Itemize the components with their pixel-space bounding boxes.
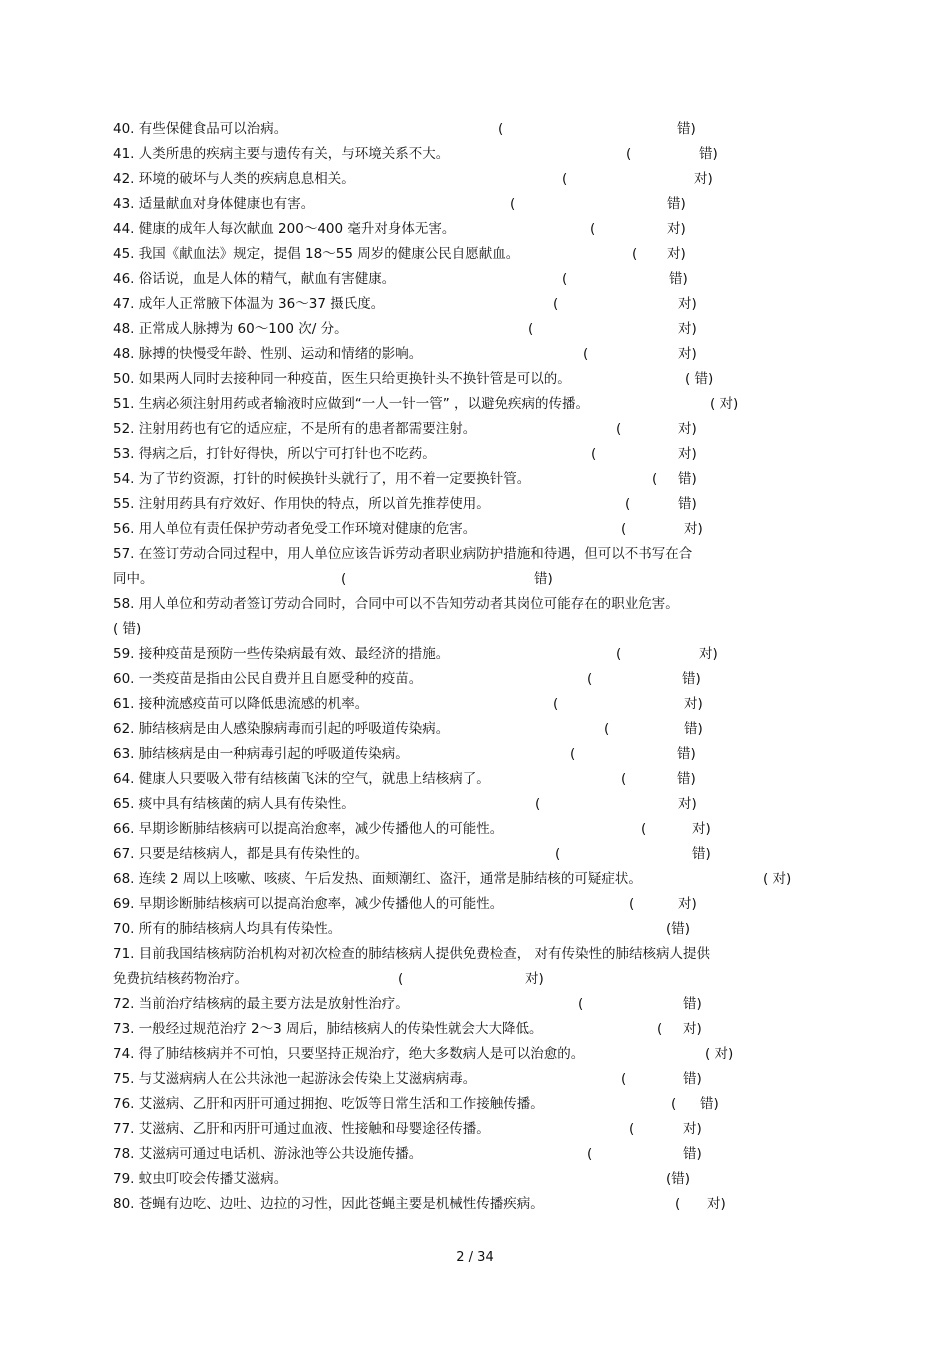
answer-mark: ( 对): [763, 871, 792, 887]
answer-mark: 对): [678, 321, 697, 337]
question-text: 44. 健康的成年人每次献血 200～400 毫升对身体无害。: [113, 221, 456, 237]
question-text: 80. 苍蝇有边吃、边吐、边拉的习性，因此苍蝇主要是机械性传播疾病。: [113, 1196, 544, 1212]
answer-mark: 错): [682, 671, 701, 687]
question-text: 52. 注射用药也有它的适应症，不是所有的患者都需要注射。: [113, 421, 477, 437]
question-text: 58. 用人单位和劳动者签订劳动合同时，合同中可以不告知劳动者其岗位可能存在的职业危害。: [113, 596, 679, 612]
answer-open-paren: (: [587, 1146, 593, 1162]
question-text: 70. 所有的肺结核病人均具有传染性。: [113, 921, 342, 937]
answer-open-paren: (: [616, 646, 622, 662]
question-text: 50. 如果两人同时去接种同一种疫苗，医生只给更换针头不换针管是可以的。: [113, 371, 571, 387]
question-text: 48. 正常成人脉搏为 60～100 次/ 分。: [113, 321, 348, 337]
answer-mark: 对): [667, 246, 686, 262]
answer-open-paren: (: [583, 346, 589, 362]
answer-mark: 对): [678, 896, 697, 912]
answer-open-paren: (: [671, 1096, 677, 1112]
answer-mark: 对): [699, 646, 718, 662]
answer-open-paren: (: [604, 721, 610, 737]
question-text: 62. 肺结核病是由人感染腺病毒而引起的呼吸道传染病。: [113, 721, 450, 737]
answer-mark: 错): [677, 746, 696, 762]
question-text: 53. 得病之后，打针好得快，所以宁可打针也不吃药。: [113, 446, 436, 462]
question-text: 69. 早期诊断肺结核病可以提高治愈率，减少传播他人的可能性。: [113, 896, 504, 912]
question-text: 76. 艾滋病、乙肝和丙肝可通过拥抱、吃饭等日常生活和工作接触传播。: [113, 1096, 544, 1112]
answer-mark: 对): [667, 221, 686, 237]
answer-mark: 错): [534, 571, 553, 587]
answer-open-paren: (: [553, 296, 559, 312]
answer-open-paren: (: [632, 246, 638, 262]
question-text: 55. 注射用药具有疗效好、作用快的特点，所以首先推荐使用。: [113, 496, 490, 512]
question-text: 64. 健康人只要吸入带有结核菌飞沫的空气，就患上结核病了。: [113, 771, 490, 787]
answer-mark: 错): [677, 121, 696, 137]
answer-open-paren: (: [553, 696, 559, 712]
answer-open-paren: (: [510, 196, 516, 212]
question-text: 47. 成年人正常腋下体温为 36～37 摄氏度。: [113, 296, 385, 312]
page-number: 2 / 34: [456, 1250, 494, 1265]
answer-open-paren: (: [535, 796, 541, 812]
answer-mark: 错): [683, 996, 702, 1012]
question-text: 51. 生病必须注射用药或者输液时应做到“一人一针一管” ，以避免疾病的传播。: [113, 396, 590, 412]
answer-mark: 对): [678, 296, 697, 312]
answer-open-paren: (: [621, 1071, 627, 1087]
answer-mark: (错): [666, 921, 691, 937]
answer-mark: 错): [683, 1071, 702, 1087]
question-text: 40. 有些保健食品可以治病。: [113, 121, 288, 137]
answer-mark: 对): [683, 1021, 702, 1037]
answer-mark: ( 错): [685, 371, 714, 387]
question-text: 41. 人类所患的疾病主要与遗传有关，与环境关系不大。: [113, 146, 450, 162]
question-text: 45. 我国《献血法》规定，提倡 18～55 周岁的健康公民自愿献血。: [113, 246, 520, 262]
answer-open-paren: (: [616, 421, 622, 437]
answer-open-paren: (: [341, 571, 347, 587]
answer-mark: 错): [683, 1146, 702, 1162]
answer-mark: 对): [678, 346, 697, 362]
answer-mark: 对): [707, 1196, 726, 1212]
question-text: 72. 当前治疗结核病的最主要方法是放射性治疗。: [113, 996, 409, 1012]
answer-open-paren: (: [629, 896, 635, 912]
answer-open-paren: (: [626, 146, 632, 162]
question-text: 67. 只要是结核病人，都是具有传染性的。: [113, 846, 369, 862]
answer-open-paren: (: [625, 496, 631, 512]
answer-open-paren: (: [562, 171, 568, 187]
answer-open-paren: (: [498, 121, 504, 137]
answer-mark: 对): [692, 821, 711, 837]
answer-mark: 错): [677, 771, 696, 787]
question-text: 63. 肺结核病是由一种病毒引起的呼吸道传染病。: [113, 746, 409, 762]
answer-mark: 对): [694, 171, 713, 187]
answer-open-paren: (: [641, 821, 647, 837]
answer-mark: 错): [699, 146, 718, 162]
answer-open-paren: (: [629, 1121, 635, 1137]
answer-open-paren: (: [621, 771, 627, 787]
answer-open-paren: (: [652, 471, 658, 487]
answer-mark: 对): [684, 521, 703, 537]
answer-mark: 对): [684, 696, 703, 712]
question-text: 66. 早期诊断肺结核病可以提高治愈率，减少传播他人的可能性。: [113, 821, 504, 837]
question-text: 同中。: [113, 571, 154, 587]
question-text: 73. 一般经过规范治疗 2～3 周后，肺结核病人的传染性就会大大降低。: [113, 1021, 543, 1037]
question-text: 77. 艾滋病、乙肝和丙肝可通过血液、性接触和母婴途径传播。: [113, 1121, 490, 1137]
answer-mark: 对): [678, 446, 697, 462]
question-text: 61. 接种流感疫苗可以降低患流感的机率。: [113, 696, 369, 712]
answer-open-paren: (: [570, 746, 576, 762]
question-text: 免费抗结核药物治疗。: [113, 971, 248, 987]
question-text: 79. 蚊虫叮咬会传播艾滋病。: [113, 1171, 288, 1187]
question-text: 78. 艾滋病可通过电话机、游泳池等公共设施传播。: [113, 1146, 423, 1162]
answer-open-paren: (: [562, 271, 568, 287]
answer-mark: 错): [678, 471, 697, 487]
question-text: 43. 适量献血对身体健康也有害。: [113, 196, 315, 212]
answer-mark: 对): [683, 1121, 702, 1137]
answer-mark: 对): [525, 971, 544, 987]
question-text: 42. 环境的破坏与人类的疾病息息相关。: [113, 171, 355, 187]
answer-mark: ( 对): [710, 396, 739, 412]
answer-mark: 错): [692, 846, 711, 862]
question-text: 65. 痰中具有结核菌的病人具有传染性。: [113, 796, 355, 812]
answer-mark: 对): [678, 796, 697, 812]
answer-open-paren: (: [578, 996, 584, 1012]
question-text: 59. 接种疫苗是预防一些传染病最有效、最经济的措施。: [113, 646, 450, 662]
answer-open-paren: (: [590, 221, 596, 237]
question-text: 75. 与艾滋病病人在公共泳池一起游泳会传染上艾滋病病毒。: [113, 1071, 477, 1087]
answer-mark: 错): [700, 1096, 719, 1112]
answer-open-paren: (: [591, 446, 597, 462]
answer-mark: 错): [678, 496, 697, 512]
answer-mark: 错): [667, 196, 686, 212]
answer-open-paren: (: [555, 846, 561, 862]
question-text: ( 错): [113, 621, 142, 637]
answer-mark: 对): [678, 421, 697, 437]
answer-open-paren: (: [528, 321, 534, 337]
answer-open-paren: (: [621, 521, 627, 537]
question-text: 57. 在签订劳动合同过程中，用人单位应该告诉劳动者职业病防护措施和待遇，但可以不书写在合: [113, 546, 693, 562]
answer-mark: (错): [666, 1171, 691, 1187]
question-text: 54. 为了节约资源，打针的时候换针头就行了，用不着一定要换针管。: [113, 471, 531, 487]
answer-mark: 错): [684, 721, 703, 737]
answer-mark: 错): [669, 271, 688, 287]
answer-open-paren: (: [675, 1196, 681, 1212]
answer-open-paren: (: [657, 1021, 663, 1037]
question-text: 68. 连续 2 周以上咳嗽、咳痰、午后发热、面颊潮红、盗汗，通常是肺结核的可疑症状。: [113, 871, 642, 887]
question-text: 71. 目前我国结核病防治机构对初次检查的肺结核病人提供免费检查， 对有传染性的肺结核病人提供: [113, 946, 711, 962]
question-text: 60. 一类疫苗是指由公民自费并且自愿受种的疫苗。: [113, 671, 423, 687]
answer-open-paren: (: [398, 971, 404, 987]
question-text: 56. 用人单位有责任保护劳动者免受工作环境对健康的危害。: [113, 521, 477, 537]
answer-open-paren: (: [587, 671, 593, 687]
question-text: 74. 得了肺结核病并不可怕，只要坚持正规治疗，绝大多数病人是可以治愈的。: [113, 1046, 585, 1062]
question-text: 48. 脉搏的快慢受年龄、性别、运动和情绪的影响。: [113, 346, 423, 362]
answer-mark: ( 对): [705, 1046, 734, 1062]
question-text: 46. 俗话说，血是人体的精气，献血有害健康。: [113, 271, 396, 287]
